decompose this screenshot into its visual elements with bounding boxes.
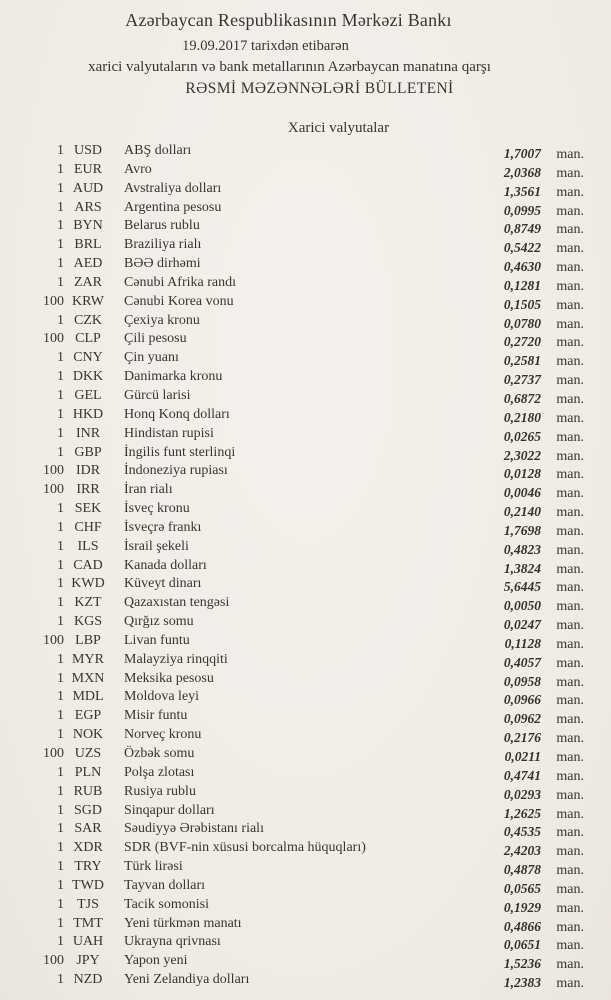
currency-quantity: 1: [57, 802, 64, 818]
currency-code: MXN: [71, 670, 105, 686]
currency-name: Kanada dolları: [124, 557, 207, 573]
currency-name: İran rialı: [124, 482, 173, 498]
unit-label: man.: [556, 429, 584, 445]
currency-code: HKD: [72, 406, 104, 422]
currency-code: IDR: [75, 463, 101, 479]
unit-label: man.: [556, 542, 584, 558]
unit-label: man.: [556, 561, 584, 577]
unit-label: man.: [556, 844, 584, 860]
currency-name: Tacik somonisi: [124, 896, 209, 912]
currency-code: AUD: [72, 180, 104, 196]
unit-label: man.: [556, 373, 584, 389]
unit-label: man.: [556, 467, 584, 483]
rate-value: 0,0966: [503, 692, 541, 708]
currency-quantity: 100: [43, 482, 64, 498]
currency-name: Danimarka kronu: [124, 369, 223, 385]
rate-value: 1,7007: [503, 146, 541, 161]
currency-code: MDL: [72, 689, 104, 705]
currency-quantity: 1: [57, 519, 64, 535]
currency-name: Türk lirəsi: [124, 859, 183, 875]
currency-quantity: 1: [57, 237, 64, 253]
currency-code: XDR: [73, 840, 103, 856]
currency-name: Cənubi Afrika randı: [124, 274, 236, 290]
unit-label: man.: [556, 316, 584, 332]
currency-name: Yeni Zelandiya dolları: [124, 972, 250, 988]
rate-value: 1,2625: [503, 805, 541, 821]
currency-name: Meksika pesosu: [124, 670, 214, 686]
currency-quantity: 1: [57, 274, 64, 290]
rate-value: 0,0247: [503, 617, 541, 633]
rate-value: 0,4741: [503, 767, 541, 783]
unit-label: man.: [556, 919, 584, 935]
currency-name: Səudiyyə Ərəbistanı rialı: [124, 821, 264, 837]
currency-name: Özbək somu: [124, 746, 195, 761]
currency-quantity: 1: [57, 764, 64, 780]
currency-code: BYN: [73, 218, 103, 234]
currency-code: ARS: [74, 199, 102, 215]
rate-value: 0,4057: [503, 654, 541, 670]
unit-label: man.: [556, 391, 584, 407]
currency-code: MYR: [72, 651, 104, 667]
unit-label: man.: [556, 203, 584, 219]
currency-name: Sinqapur dolları: [124, 802, 215, 818]
rate-value: 0,4823: [503, 541, 541, 557]
currency-code: TWD: [72, 877, 104, 893]
currency-quantity: 1: [57, 557, 64, 573]
rate-value: 0,0565: [503, 880, 541, 896]
currency-name: Tayvan dolları: [124, 877, 206, 893]
currency-quantity: 1: [57, 708, 64, 724]
unit-label: man.: [556, 147, 584, 162]
unit-label: man.: [556, 184, 584, 200]
rate-value: 0,0265: [503, 428, 541, 444]
currency-code: RUB: [73, 783, 103, 799]
currency-quantity: 1: [57, 576, 64, 592]
unit-label: man.: [556, 523, 584, 539]
currency-quantity: 1: [57, 783, 64, 799]
currency-quantity: 1: [57, 896, 64, 912]
table-row: [0, 141, 611, 160]
rate-value: 2,3022: [503, 447, 541, 463]
currency-quantity: 1: [57, 256, 64, 272]
currency-quantity: 1: [57, 218, 64, 234]
rate-value: 0,0651: [503, 937, 541, 953]
currency-code: KZT: [74, 595, 102, 611]
currency-code: INR: [75, 425, 101, 441]
rate-value: 0,4878: [503, 862, 541, 878]
currency-name: Livan funtu: [124, 632, 190, 648]
currency-code: TMT: [73, 915, 103, 931]
effective-date: 19.09.2017 tarixdən etibarən: [182, 38, 349, 54]
rate-value: 0,1281: [503, 277, 541, 293]
unit-label: man.: [556, 712, 584, 728]
currency-code: CHF: [74, 519, 102, 535]
exchange-rates-table: [0, 141, 611, 992]
rate-value: 2,4203: [503, 843, 541, 859]
unit-label: man.: [556, 599, 584, 615]
currency-code: PLN: [74, 764, 102, 780]
unit-label: man.: [556, 938, 584, 954]
unit-label: man.: [556, 222, 584, 238]
currency-quantity: 1: [57, 972, 64, 988]
rate-value: 1,3561: [503, 183, 541, 199]
currency-name: Belarus rublu: [124, 218, 200, 234]
currency-name: Küveyt dinarı: [124, 576, 202, 592]
unit-label: man.: [556, 278, 584, 294]
currency-code: TJS: [77, 896, 99, 912]
unit-label: man.: [556, 881, 584, 897]
currency-name: Yeni türkmən manatı: [124, 915, 242, 931]
currency-quantity: 1: [57, 444, 64, 460]
currency-name: İndoneziya rupiası: [124, 463, 228, 479]
unit-label: man.: [556, 674, 584, 690]
currency-quantity: 1: [57, 840, 64, 856]
unit-label: man.: [556, 976, 584, 992]
currency-quantity: 100: [43, 463, 64, 479]
rate-value: 1,2383: [503, 975, 541, 991]
currency-quantity: 100: [43, 953, 64, 969]
rate-value: 0,2140: [503, 504, 541, 520]
currency-quantity: 1: [57, 689, 64, 705]
unit-label: man.: [556, 693, 584, 709]
currency-quantity: 1: [57, 915, 64, 931]
rate-value: 0,2176: [503, 730, 541, 746]
rate-value: 0,2720: [503, 334, 541, 350]
currency-quantity: 1: [57, 143, 64, 158]
currency-code: CAD: [73, 557, 103, 573]
currency-quantity: 100: [43, 293, 64, 309]
currency-name: İsveçrə frankı: [124, 519, 202, 535]
currency-quantity: 1: [57, 595, 64, 611]
rate-value: 0,5422: [503, 240, 541, 256]
currency-quantity: 1: [57, 161, 64, 177]
currency-name: SDR (BVF-nin xüsusi borcalma hüquqları): [124, 840, 366, 856]
currency-code: KGS: [73, 614, 102, 630]
currency-name: Honq Konq dolları: [124, 406, 230, 422]
currency-quantity: 1: [57, 180, 64, 196]
currency-code: JPY: [76, 953, 100, 969]
currency-quantity: 1: [57, 501, 64, 517]
currency-name: İsrail şekeli: [124, 538, 189, 554]
currency-code: LBP: [75, 632, 101, 648]
rate-value: 0,0046: [503, 485, 541, 501]
rate-value: 0,6872: [503, 390, 541, 406]
currency-name: Avstraliya dolları: [124, 180, 222, 196]
unit-label: man.: [556, 900, 584, 916]
unit-label: man.: [556, 731, 584, 747]
currency-code: KWD: [71, 576, 105, 592]
currency-code: EUR: [74, 161, 102, 177]
unit-label: man.: [556, 448, 584, 464]
currency-quantity: 1: [57, 670, 64, 686]
rate-value: 0,0211: [504, 749, 541, 764]
currency-code: IRR: [76, 482, 100, 498]
rate-value: 2,0368: [503, 164, 541, 180]
currency-code: ILS: [77, 538, 99, 554]
currency-name: Çexiya kronu: [124, 312, 200, 328]
rate-value: 1,7698: [503, 522, 541, 538]
unit-label: man.: [556, 410, 584, 426]
currency-name: Cənubi Korea vonu: [124, 293, 234, 309]
currency-code: CLP: [75, 331, 101, 347]
currency-name: Hindistan rupisi: [124, 425, 214, 441]
section-title: Xarici valyutalar: [287, 120, 390, 136]
rate-value: 0,1128: [504, 635, 541, 651]
currency-quantity: 1: [57, 614, 64, 630]
currency-name: BƏƏ dirhəmi: [124, 256, 201, 272]
currency-code: UZS: [74, 746, 102, 761]
currency-name: Argentina pesosu: [124, 199, 222, 215]
currency-name: Qazaxıstan tengəsi: [124, 595, 230, 611]
currency-quantity: 100: [43, 632, 64, 648]
rate-value: 0,0962: [503, 711, 541, 727]
unit-label: man.: [556, 787, 584, 803]
currency-code: SGD: [73, 802, 102, 818]
unit-label: man.: [556, 486, 584, 502]
rate-value: 0,4866: [503, 918, 541, 934]
currency-code: SEK: [74, 501, 102, 517]
currency-code: NOK: [72, 727, 104, 743]
unit-label: man.: [556, 750, 584, 765]
rate-value: 0,8749: [503, 221, 541, 237]
unit-label: man.: [556, 241, 584, 257]
currency-quantity: 1: [57, 312, 64, 328]
unit-label: man.: [556, 825, 584, 841]
currency-code: NZD: [73, 972, 103, 988]
currency-name: Qırğız somu: [124, 614, 194, 630]
currency-quantity: 1: [57, 199, 64, 215]
currency-quantity: 1: [57, 538, 64, 554]
unit-label: man.: [556, 297, 584, 313]
currency-name: Avro: [124, 161, 152, 177]
unit-label: man.: [556, 618, 584, 634]
currency-name: Polşa zlotası: [124, 764, 195, 780]
currency-name: Misir funtu: [124, 708, 188, 724]
currency-name: Norveç kronu: [124, 727, 202, 743]
currency-name: Malayziya rinqqiti: [124, 651, 228, 667]
rate-value: 0,1929: [503, 899, 541, 915]
currency-quantity: 1: [57, 934, 64, 950]
currency-quantity: 100: [43, 331, 64, 347]
currency-quantity: 1: [57, 425, 64, 441]
unit-label: man.: [556, 335, 584, 351]
rate-value: 0,4535: [503, 824, 541, 840]
currency-code: ZAR: [74, 274, 102, 290]
currency-code: GBP: [74, 444, 102, 460]
rate-value: 0,0958: [503, 673, 541, 689]
bulletin-title: RƏSMİ MƏZƏNNƏLƏRİ BÜLLETENİ: [185, 80, 454, 97]
currency-quantity: 1: [57, 406, 64, 422]
rate-value: 0,0995: [503, 202, 541, 218]
currency-quantity: 1: [57, 727, 64, 743]
unit-label: man.: [556, 806, 584, 822]
unit-label: man.: [556, 260, 584, 276]
unit-label: man.: [556, 655, 584, 671]
rate-value: 0,2180: [503, 409, 541, 425]
rate-value: 0,4630: [503, 259, 541, 275]
unit-label: man.: [556, 863, 584, 879]
rate-value: 0,2737: [503, 372, 541, 388]
unit-label: man.: [556, 636, 584, 652]
unit-label: man.: [556, 768, 584, 784]
unit-label: man.: [556, 957, 584, 973]
currency-quantity: 1: [57, 369, 64, 385]
currency-name: Moldova leyi: [124, 689, 200, 705]
currency-code: SAR: [74, 821, 102, 837]
unit-label: man.: [556, 354, 584, 370]
currency-quantity: 1: [57, 350, 64, 366]
currency-code: UAH: [72, 934, 104, 950]
currency-name: Braziliya rialı: [124, 237, 202, 253]
currency-name: Çin yuanı: [124, 350, 179, 366]
currency-name: Yapon yeni: [124, 953, 188, 969]
currency-code: KRW: [72, 293, 104, 309]
rate-value: 5,6445: [503, 579, 541, 595]
rate-value: 0,1505: [503, 296, 541, 312]
currency-name: Gürcü larisi: [124, 387, 191, 403]
currency-name: Ukrayna qrivnası: [124, 934, 221, 950]
currency-code: GEL: [74, 387, 102, 403]
rate-value: 1,5236: [503, 956, 541, 972]
currency-quantity: 1: [57, 387, 64, 403]
currency-code: CNY: [73, 350, 103, 366]
unit-label: man.: [556, 505, 584, 521]
bulletin-subtitle: xarici valyutaların və bank metallarının Azərbaycan manatına qarşı: [88, 59, 491, 75]
rate-value: 0,0780: [503, 315, 541, 331]
currency-quantity: 1: [57, 877, 64, 893]
currency-code: EGP: [74, 708, 102, 724]
rate-value: 0,0293: [503, 786, 541, 802]
bank-title: Azərbaycan Respublikasının Mərkəzi Bankı: [125, 10, 452, 30]
currency-quantity: 1: [57, 859, 64, 875]
currency-code: CZK: [74, 312, 102, 328]
rate-value: 0,0050: [503, 598, 541, 614]
currency-code: DKK: [72, 369, 104, 385]
currency-name: İsveç kronu: [124, 501, 190, 517]
currency-quantity: 1: [57, 651, 64, 667]
unit-label: man.: [556, 580, 584, 596]
currency-code: BRL: [74, 237, 102, 253]
currency-code: AED: [73, 256, 103, 272]
rate-value: 0,0128: [503, 466, 541, 482]
currency-name: İngilis funt sterlinqi: [124, 444, 236, 460]
rate-value: 0,2581: [503, 353, 541, 369]
currency-code: USD: [73, 143, 102, 158]
currency-name: Çili pesosu: [124, 331, 187, 347]
currency-name: ABŞ dolları: [124, 143, 192, 158]
unit-label: man.: [556, 165, 584, 181]
currency-quantity: 100: [43, 746, 64, 761]
currency-name: Rusiya rublu: [124, 783, 196, 799]
currency-code: TRY: [74, 859, 102, 875]
rate-value: 1,3824: [503, 560, 541, 576]
currency-quantity: 1: [57, 821, 64, 837]
